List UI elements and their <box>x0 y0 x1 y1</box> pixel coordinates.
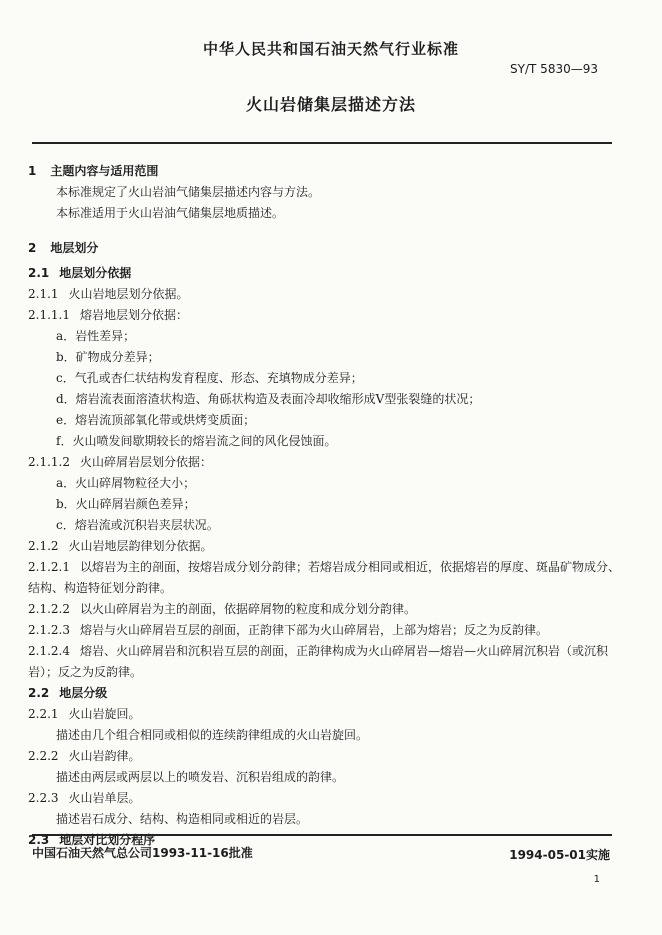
clause-text: 火山碎屑岩层划分依据： <box>79 455 212 469</box>
clause-text: 火山岩地层划分依据。 <box>68 287 189 301</box>
clause <box>28 452 628 473</box>
clause-text: 火山岩地层韵律划分依据。 <box>68 539 213 553</box>
footer-divider <box>32 834 612 836</box>
list-item: b．矿物成分差异； <box>56 350 160 364</box>
clause-number: 2.1.2 <box>28 539 59 553</box>
list-item: f．火山喷发间歇期较长的熔岩流之间的风化侵蚀面。 <box>56 434 337 448</box>
clause-number: 2.1.2.3 <box>28 623 70 637</box>
clause-number: 2.2.1 <box>28 707 59 721</box>
clause <box>28 284 628 305</box>
standard-body-header: 中华人民共和国石油天然气行业标准 <box>202 40 459 58</box>
list-item: c．气孔或杏仁状结构发育程度、形态、充填物成分差异； <box>56 371 363 385</box>
clause-text: 熔岩与火山碎屑岩互层的剖面，正韵律下部为火山碎屑岩，上部为熔岩；反之为反韵律。 <box>79 623 548 637</box>
paragraph: 本标准适用于火山岩油气储集层地质描述。 <box>56 206 285 220</box>
section-heading <box>28 161 628 182</box>
list-item: e．熔岩流顶部氧化带或烘烤变质面； <box>56 413 256 427</box>
clause <box>28 746 628 767</box>
clause <box>28 788 628 809</box>
clause-text: 火山岩韵律。 <box>68 749 141 763</box>
paragraph: 本标准规定了火山岩油气储集层描述内容与方法。 <box>56 185 321 199</box>
section-title: 主题内容与适用范围 <box>50 164 159 178</box>
clause-text: 以熔岩为主的剖面，按熔岩成分划分韵律；若熔岩成分相同或相近，依据熔岩的厚度、斑晶矿物成分、结构、构造特征划分韵律。 <box>28 560 620 595</box>
implementation-date: 1994-05-01实施 <box>509 848 610 862</box>
clause-number: 2.1.1.2 <box>28 455 70 469</box>
clause-number: 2.1.1.1 <box>28 308 70 322</box>
document-body <box>28 158 628 851</box>
clause <box>28 620 628 641</box>
clause-number: 2.2.3 <box>28 791 59 805</box>
clause-number: 2.2.2 <box>28 749 59 763</box>
list-item: a．火山碎屑物粒径大小； <box>56 476 196 490</box>
subsection-title: 地层对比划分程序 <box>59 833 156 847</box>
paragraph: 描述由两层或两层以上的喷发岩、沉积岩组成的韵律。 <box>56 770 345 784</box>
section-title: 地层划分 <box>50 241 99 255</box>
clause-text: 熔岩、火山碎屑岩和沉积岩互层的剖面，正韵律构成为火山碎屑岩—熔岩—火山碎屑沉积岩（或沉积岩）；反之为反韵律。 <box>28 644 608 679</box>
paragraph: 描述岩石成分、结构、构造相同或相近的岩层。 <box>56 812 309 826</box>
page-number: 1 <box>593 874 600 885</box>
clause-text: 以火山碎屑岩为主的剖面，依据碎屑物的粒度和成分划分韵律。 <box>79 602 416 616</box>
clause-number: 2.1.1 <box>28 287 59 301</box>
clause <box>28 557 628 599</box>
document-title: 火山岩储集层描述方法 <box>245 95 416 114</box>
clause-number: 2.1.2.2 <box>28 602 70 616</box>
header-divider <box>32 142 612 144</box>
clause <box>28 599 628 620</box>
list-item: d．熔岩流表面溶渣状构造、角砾状构造及表面冷却收缩形成V型张裂缝的状况； <box>56 392 481 406</box>
clause <box>28 536 628 557</box>
clause <box>28 641 628 683</box>
list-item: c．熔岩流或沉积岩夹层状况。 <box>56 518 219 532</box>
section-heading <box>28 238 628 259</box>
clause-number: 2.1.2.1 <box>28 560 70 574</box>
approval-date: 中国石油天然气总公司1993-11-16批准 <box>32 846 253 860</box>
section-number: 1 <box>28 164 37 178</box>
clause-text: 熔岩地层划分依据： <box>79 308 188 322</box>
section-number: 2 <box>28 241 37 255</box>
clause-text: 火山岩旋回。 <box>68 707 141 721</box>
clause <box>28 704 628 725</box>
subsection-number: 2.1 <box>28 266 50 280</box>
clause-number: 2.1.2.4 <box>28 644 70 658</box>
subsection-heading <box>28 263 628 284</box>
standard-number: SY/T 5830—93 <box>510 62 598 76</box>
list-item: b．火山碎屑岩颜色差异； <box>56 497 196 511</box>
list-item: a．岩性差异； <box>56 329 136 343</box>
subsection-number: 2.3 <box>28 833 50 847</box>
subsection-number: 2.2 <box>28 686 50 700</box>
clause-text: 火山岩单层。 <box>68 791 141 805</box>
subsection-title: 地层分级 <box>59 686 108 700</box>
subsection-heading <box>28 683 628 704</box>
subsection-title: 地层划分依据 <box>59 266 132 280</box>
clause <box>28 305 628 326</box>
paragraph: 描述由几个组合相同或相似的连续韵律组成的火山岩旋回。 <box>56 728 369 742</box>
